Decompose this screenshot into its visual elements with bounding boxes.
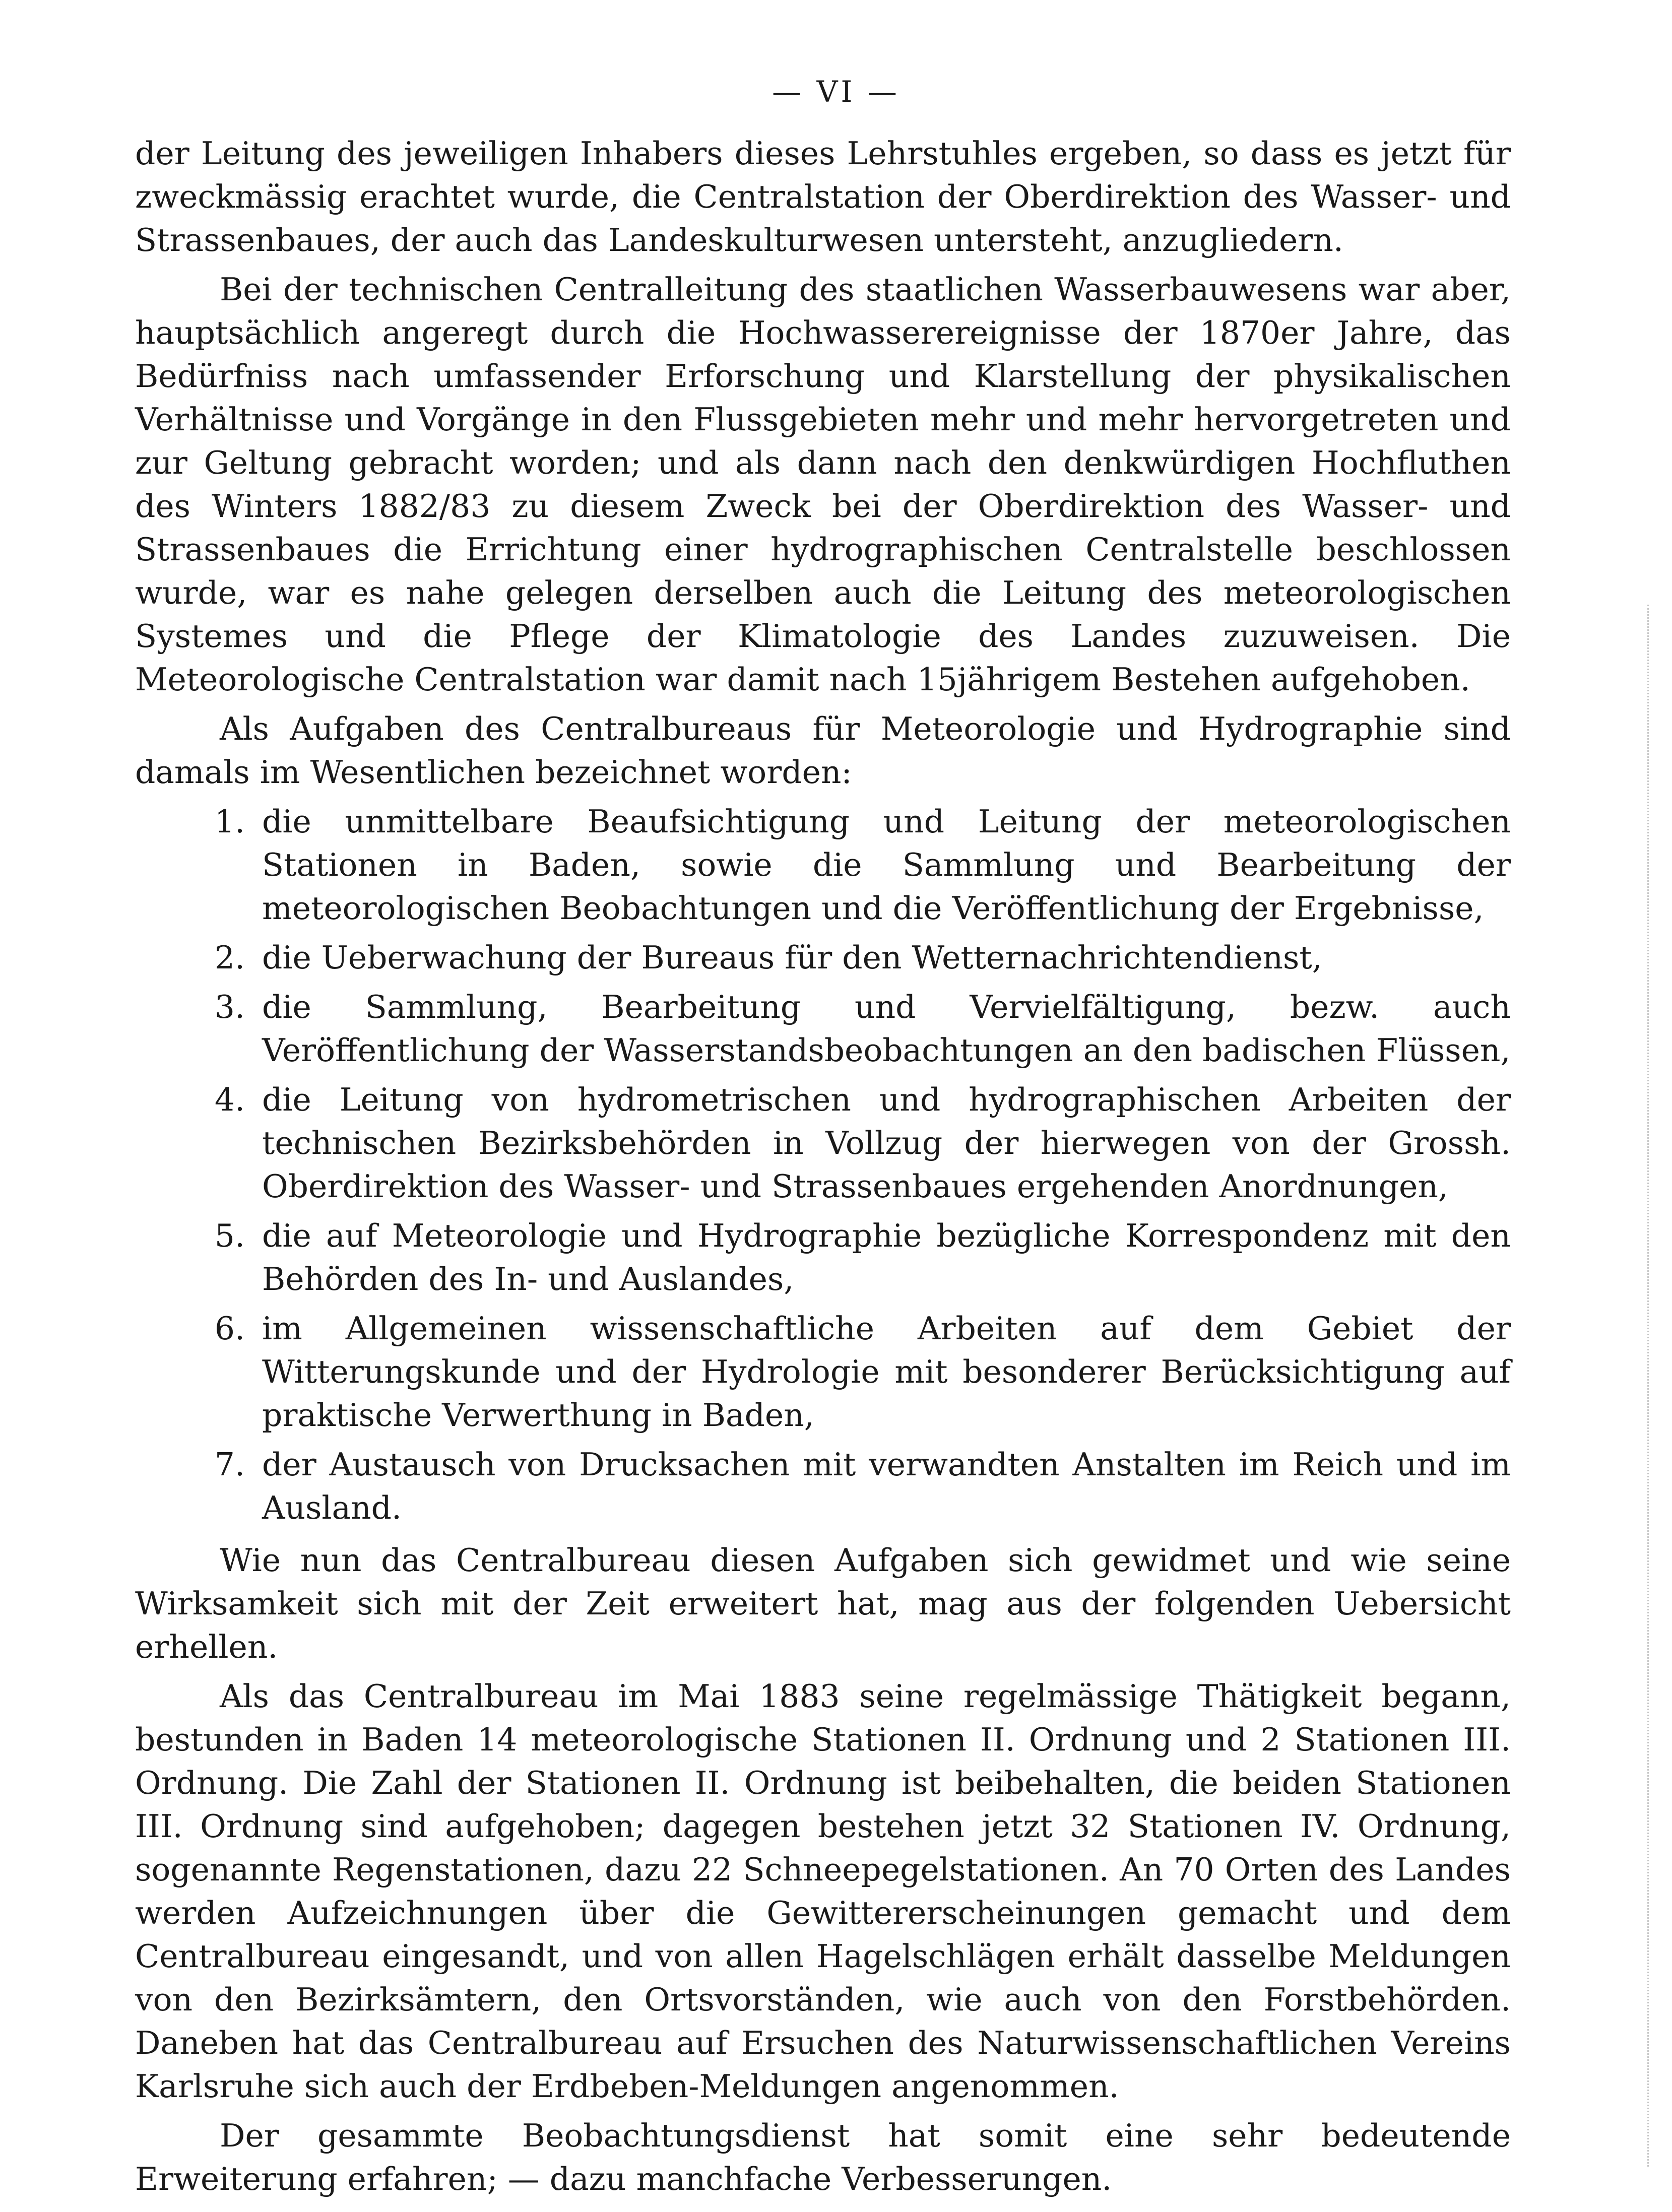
list-item [135, 936, 1511, 980]
list-item [135, 1307, 1511, 1437]
list-item [135, 986, 1511, 1072]
list-item-number: 4. [214, 1081, 245, 1118]
paragraph: der Leitung des jeweiligen Inhabers dieses Lehrstuhles ergeben, so dass es jetzt für zweckmässig erachtet wurde, die Centralstation der Oberdirektion des Wasser- und Strassenbaues, der auch das Landeskulturwesen untersteht, anzugliedern. [135, 135, 1511, 258]
paragraph: Wie nun das Centralbureau diesen Aufgaben sich gewidmet und wie seine Wirksamkeit sich mit der Zeit erweitert hat, mag aus der folgenden Uebersicht erhellen. [135, 1542, 1511, 1665]
list-item-text: die Sammlung, Bearbeitung und Vervielfältigung, bezw. auch Veröffentlichung der Wasserstandsbeobachtungen an den badischen Flüssen, [262, 989, 1511, 1069]
page-number: — VI — [772, 75, 900, 109]
paragraph: Bei der technischen Centralleitung des staatlichen Wasserbauwesens war aber, hauptsächlich angeregt durch die Hochwasserereignisse der 1870er Jahre, das Bedürfniss nach umfassender Erforschung und Klarstellung der physikalischen Verhältnisse und Vorgänge in den Flussgebieten mehr und mehr hervorgetreten und zur Geltung gebracht worden; und als dann nach den denkwürdigen Hochfluthen des Winters 1882/83 zu diesem Zweck bei der Oberdirektion des Wasser- und Strassenbaues die Errichtung einer hydrographischen Centralstelle beschlossen wurde, war es nahe gelegen derselben auch die Leitung des meteorologischen Systemes und die Pflege der Klimatologie des Landes zuzuweisen. Die Meteorologische Centralstation war damit nach 15jährigem Bestehen aufgehoben. [135, 271, 1511, 698]
list-item-number: 2. [214, 939, 245, 976]
list-item-text: die Ueberwachung der Bureaus für den Wetternachrichtendienst, [262, 939, 1322, 976]
body-text [135, 132, 1511, 2207]
list-item-text: die auf Meteorologie und Hydrographie bezügliche Korrespondenz mit den Behörden des In- und Auslandes, [262, 1217, 1511, 1297]
list-item-text: die Leitung von hydrometrischen und hydrographischen Arbeiten der technischen Bezirksbehörden in Vollzug der hierwegen von der Grossh. Oberdirektion des Wasser- und Strassenbaues ergehenden Anordnungen, [262, 1081, 1511, 1205]
task-list [135, 800, 1511, 1530]
list-item-number: 3. [214, 989, 245, 1025]
paragraph: Als Aufgaben des Centralbureaus für Meteorologie und Hydrographie sind damals im Wesentlichen bezeichnet worden: [135, 710, 1511, 791]
list-item [135, 800, 1511, 930]
paragraph: Der gesammte Beobachtungsdienst hat somit eine sehr bedeutende Erweiterung erfahren; — dazu manchfache Verbesserungen. [135, 2117, 1511, 2197]
list-item-text: die unmittelbare Beaufsichtigung und Leitung der meteorologischen Stationen in Baden, sowie die Sammlung und Bearbeitung der meteorologischen Beobachtungen und die Veröffentlichung der Ergebnisse, [262, 803, 1511, 927]
list-item-text: der Austausch von Drucksachen mit verwandten Anstalten im Reich und im Ausland. [262, 1446, 1511, 1526]
list-item [135, 1214, 1511, 1301]
list-item-number: 1. [214, 803, 245, 840]
list-item-number: 6. [214, 1310, 245, 1347]
scan-edge-specks [1647, 605, 1652, 2167]
list-item-number: 7. [214, 1446, 245, 1483]
paragraph: Als das Centralbureau im Mai 1883 seine regelmässige Thätigkeit begann, bestunden in Baden 14 meteorologische Stationen II. Ordnung und 2 Stationen III. Ordnung. Die Zahl der Stationen II. Ordnung ist beibehalten, die beiden Stationen III. Ordnung sind aufgehoben; dagegen bestehen jetzt 32 Stationen IV. Ordnung, sogenannte Regenstationen, dazu 22 Schneepegelstationen. An 70 Orten des Landes werden Aufzeichnungen über die Gewittererscheinungen gemacht und dem Centralbureau eingesandt, und von allen Hagelschlägen erhält dasselbe Meldungen von den Bezirksämtern, den Ortsvorständen, wie auch von den Forstbehörden. Daneben hat das Centralbureau auf Ersuchen des Naturwissenschaftlichen Vereins Karlsruhe sich auch der Erdbeben-Meldungen angenommen. [135, 1678, 1511, 2105]
list-item [135, 1443, 1511, 1530]
list-item-text: im Allgemeinen wissenschaftliche Arbeiten auf dem Gebiet der Witterungskunde und der Hydrologie mit besonderer Berücksichtigung auf praktische Verwerthung in Baden, [262, 1310, 1511, 1434]
list-item [135, 1078, 1511, 1208]
list-item-number: 5. [214, 1217, 245, 1254]
